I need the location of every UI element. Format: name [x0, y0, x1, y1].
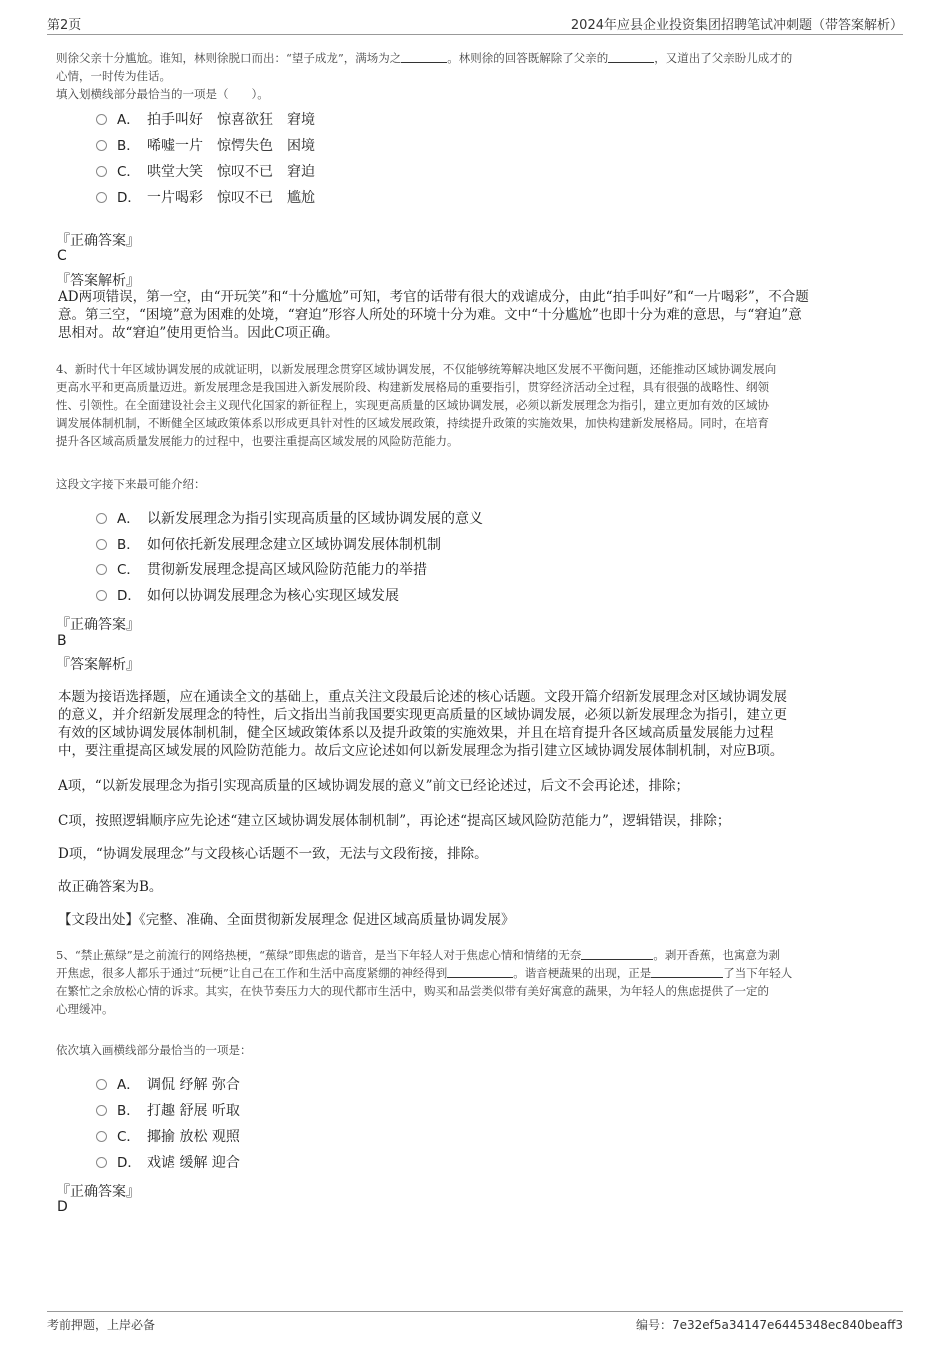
- option-text: 调侃 纾解 弥合: [147, 1077, 240, 1093]
- footer-serial: [636, 1316, 903, 1333]
- option-letter: A．: [117, 511, 140, 527]
- radio-circle-icon[interactable]: [96, 1131, 107, 1142]
- q4-option-c[interactable]: [96, 560, 427, 580]
- stem-line: 在繁忙之余放松心情的诉求。其实，在快节奏压力大的现代都市生活中，购买和品尝类似带有美好寓意的蔬果，为年轻人的焦虑提供了一定的: [56, 984, 769, 998]
- analysis-line: AD两项错误，第一空，由“开玩笑”和“十分尴尬”可知，考官的话带有很大的戏谑成分，由此“拍手叫好”和“一片喝彩”，不合题: [58, 289, 809, 305]
- option-letter: C．: [117, 164, 140, 180]
- q4-note-a: A项，“以新发展理念为指引实现高质量的区域协调发展的意义”前文已经论述过，后文不会再论述，排除；: [58, 778, 690, 794]
- page-footer: [47, 1311, 903, 1334]
- q3-stem: [56, 49, 896, 103]
- stem-text: 了当下年轻人: [723, 966, 793, 980]
- q5-option-c[interactable]: [96, 1127, 240, 1147]
- option-letter: D．: [117, 588, 141, 604]
- stem-text: 开焦虑，很多人都乐于通过“玩梗”让自己在工作和生活中高度紧绷的神经得到: [56, 966, 448, 980]
- analysis-line: 意。第三空，“困境”意为困难的处境，“窘迫”形容人所处的环境十分为难。文中“十分尴尬”也即十分为难的意思，与“窘迫”意: [58, 307, 802, 323]
- q4-note-c: C项，按照逻辑顺序应先论述“建立区域协调发展体制机制”，再论述“提高区域风险防范能力”，逻辑错误，排除；: [58, 813, 731, 829]
- q3-stem-part2: 。林则徐的回答既解除了父亲的: [447, 51, 609, 65]
- analysis-line: 思相对。故“窘迫”使用更恰当。因此C项正确。: [58, 325, 339, 341]
- q5-option-d[interactable]: [96, 1153, 240, 1173]
- option-text: 以新发展理念为指引实现高质量的区域协调发展的意义: [147, 511, 483, 527]
- option-text: 揶揄 放松 观照: [147, 1129, 240, 1145]
- fill-blank: [651, 965, 723, 978]
- option-text: 如何依托新发展理念建立区域协调发展体制机制: [147, 537, 441, 553]
- radio-circle-icon[interactable]: [96, 513, 107, 524]
- option-text: 唏嘘一片 惊愕失色 困境: [147, 138, 315, 154]
- option-text: 戏谑 缓解 迎合: [147, 1155, 240, 1171]
- q3-prompt: 填入划横线部分最恰当的一项是（ ）。: [56, 87, 269, 101]
- q4-prompt: 这段文字接下来最可能介绍：: [56, 477, 206, 491]
- q3-analysis-label: 『答案解析』: [56, 273, 140, 289]
- q4-analysis-label: 『答案解析』: [56, 657, 140, 673]
- fill-blank: [447, 965, 513, 978]
- stem-line: 心理缓冲。: [56, 1002, 114, 1016]
- option-letter: C．: [117, 562, 140, 578]
- q3-analysis: [58, 288, 898, 342]
- radio-circle-icon[interactable]: [96, 192, 107, 203]
- page-number: 第2页: [47, 18, 82, 33]
- radio-circle-icon[interactable]: [96, 166, 107, 177]
- q3-stem-part1: 则徐父亲十分尴尬。谁知，林则徐脱口而出：“望子成龙”，满场为之: [56, 51, 402, 65]
- option-letter: D．: [117, 190, 141, 206]
- option-text: 贯彻新发展理念提高区域风险防范能力的举措: [147, 562, 427, 578]
- q4-answer: B: [57, 633, 67, 649]
- q3-stem-part3: ，又道出了父亲盼儿成才的: [654, 51, 793, 65]
- q5-option-b[interactable]: [96, 1101, 240, 1121]
- option-text: 打趣 舒展 听取: [147, 1103, 240, 1119]
- q5-answer-label: 『正确答案』: [56, 1184, 140, 1200]
- q5-prompt: 依次填入画横线部分最恰当的一项是：: [56, 1043, 252, 1057]
- document-title: 2024年应县企业投资集团招聘笔试冲刺题（带答案解析）: [570, 18, 903, 33]
- q3-option-b[interactable]: [96, 136, 315, 156]
- stem-line: 更高水平和更高质量迈进。新发展理念是我国进入新发展阶段、构建新发展格局的重要指引，贯穿经济活动全过程，具有很强的战略性、纲领: [56, 380, 769, 394]
- q3-option-c[interactable]: [96, 162, 315, 182]
- option-letter: A．: [117, 1077, 140, 1093]
- serial-label: 编号：: [635, 1318, 672, 1332]
- option-letter: D．: [117, 1155, 141, 1171]
- fill-blank: [401, 50, 447, 63]
- q5-answer: D: [57, 1199, 68, 1215]
- page-header: [47, 14, 903, 35]
- option-letter: B．: [117, 537, 140, 553]
- option-letter: B．: [117, 1103, 140, 1119]
- stem-line: 性、引领性。在全面建设社会主义现代化国家的新征程上，实现更高质量的区域协调发展，必须以新发展理念为指引，建立更加有效的区域协: [56, 398, 769, 412]
- stem-line: 4、新时代十年区域协调发展的成就证明，以新发展理念贯穿区域协调发展，不仅能够统筹解决地区发展不平衡问题，还能推动区域协调发展向: [56, 362, 777, 376]
- analysis-line: 的意义，并介绍新发展理念的特性，后文指出当前我国要实现更高质量的区域协调发展，必须以新发展理念为指引，建立更: [58, 707, 787, 723]
- option-text: 一片喝彩 惊叹不已 尴尬: [147, 190, 315, 206]
- option-text: 拍手叫好 惊喜欲狂 窘境: [147, 112, 315, 128]
- radio-circle-icon[interactable]: [96, 1079, 107, 1090]
- radio-circle-icon[interactable]: [96, 1105, 107, 1116]
- q4-answer-label: 『正确答案』: [56, 617, 140, 633]
- q4-option-a[interactable]: [96, 509, 483, 529]
- q3-option-a[interactable]: [96, 110, 315, 130]
- option-letter: B．: [117, 138, 140, 154]
- q4-option-b[interactable]: [96, 535, 441, 555]
- option-text: 如何以协调发展理念为核心实现区域发展: [147, 588, 399, 604]
- option-letter: A．: [117, 112, 140, 128]
- analysis-line: 有效的区域协调发展体制机制，健全区域政策体系以及提升政策的实施效果，并且在培育提升各区域高质量发展能力过程: [58, 725, 774, 741]
- stem-text: 。谐音梗蔬果的出现，正是: [513, 966, 652, 980]
- q4-option-d[interactable]: [96, 586, 399, 606]
- fill-blank: [581, 947, 653, 960]
- option-letter: C．: [117, 1129, 140, 1145]
- fill-blank: [608, 50, 654, 63]
- serial-code: 7e32ef5a34147e6445348ec840beaff3: [671, 1318, 903, 1332]
- q4-conclusion: 故正确答案为B。: [58, 879, 163, 895]
- q4-source: 【文段出处】《完整、准确、全面贯彻新发展理念 促进区域高质量协调发展》: [58, 912, 515, 928]
- q3-answer-label: 『正确答案』: [56, 233, 140, 249]
- option-text: 哄堂大笑 惊叹不已 窘迫: [147, 164, 315, 180]
- radio-circle-icon[interactable]: [96, 1157, 107, 1168]
- stem-text: 。剥开香蕉，也寓意为剥: [653, 948, 780, 962]
- q3-stem-line: 心情，一时传为佳话。: [56, 69, 171, 83]
- analysis-line: 本题为接语选择题，应在通读全文的基础上，重点关注文段最后论述的核心话题。文段开篇介绍新发展理念对区域协调发展: [58, 689, 787, 705]
- analysis-line: 中，要注重提高区域发展的风险防范能力。故后文应论述如何以新发展理念为指引建立区域协调发展体制机制，对应B项。: [58, 743, 784, 759]
- q4-stem: [56, 360, 896, 450]
- radio-circle-icon[interactable]: [96, 564, 107, 575]
- q5-option-a[interactable]: [96, 1075, 240, 1095]
- q4-note-d: D项，“协调发展理念”与文段核心话题不一致，无法与文段衔接，排除。: [58, 846, 488, 862]
- q3-option-d[interactable]: [96, 188, 315, 208]
- q4-analysis: [58, 688, 898, 760]
- footer-slogan: 考前押题，上岸必备: [47, 1318, 156, 1332]
- stem-line: 调发展体制机制，不断健全区域政策体系以形成更具针对性的区域发展政策，持续提升政策的实施效果，加快构建新发展格局。同时，在培育: [56, 416, 769, 430]
- radio-circle-icon[interactable]: [96, 539, 107, 550]
- radio-circle-icon[interactable]: [96, 590, 107, 601]
- q5-stem: [56, 946, 896, 1018]
- radio-circle-icon[interactable]: [96, 114, 107, 125]
- radio-circle-icon[interactable]: [96, 140, 107, 151]
- stem-text: 5、“禁止蕉绿”是之前流行的网络热梗，“蕉绿”即焦虑的谐音，是当下年轻人对于焦虑心情和情绪的无奈: [56, 948, 582, 962]
- stem-line: 提升各区域高质量发展能力的过程中，也要注重提高区域发展的风险防范能力。: [56, 434, 459, 448]
- q3-answer: C: [57, 248, 67, 264]
